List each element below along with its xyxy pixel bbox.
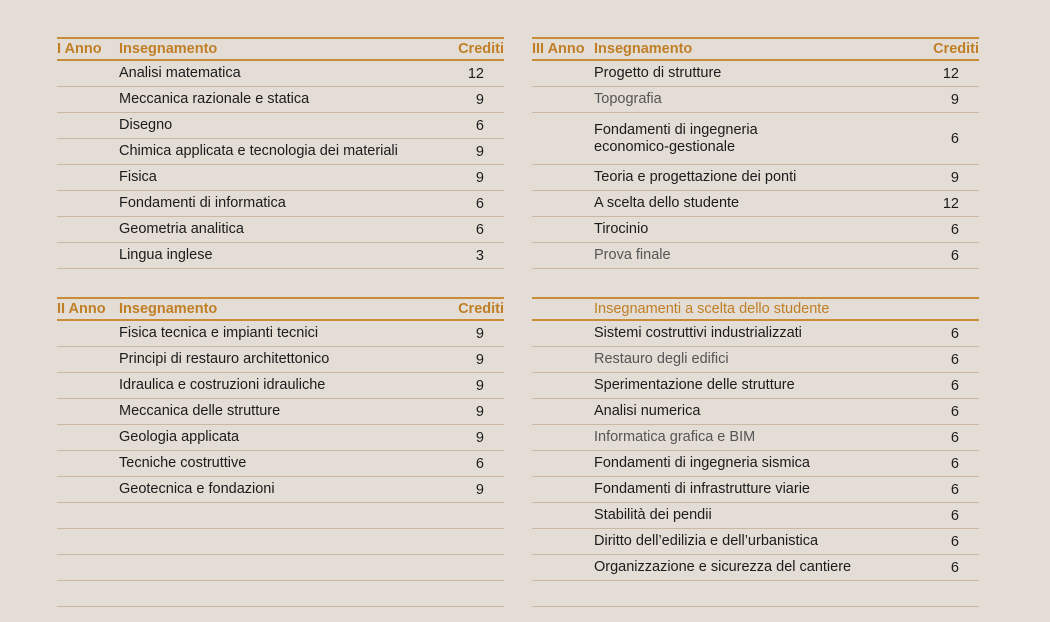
course-name: Fondamenti di ingegneria economico-gestionale [594, 121, 758, 155]
table-row [57, 399, 504, 425]
year3-label: III Anno [532, 41, 585, 57]
course-name: Fisica [119, 169, 157, 185]
table-row [532, 451, 979, 477]
course-name: Diritto dell’edilizia e dell’urbanistica [594, 533, 819, 549]
course-credits: 6 [950, 429, 959, 446]
table-row [532, 243, 979, 269]
course-name: Analisi matematica [119, 65, 241, 81]
course-name: Organizzazione e sicurezza del cantiere [594, 559, 852, 575]
year1-table [57, 37, 504, 269]
table-row [532, 503, 979, 529]
course-credits: 6 [950, 325, 959, 342]
year1-label: I Anno [57, 41, 102, 57]
course-credits: 6 [950, 559, 959, 576]
table-row [57, 87, 504, 113]
table-row [532, 113, 979, 165]
course-credits: 6 [950, 455, 959, 472]
table-row [57, 373, 504, 399]
course-name: Stabilità dei pendii [594, 507, 712, 523]
table-row [57, 113, 504, 139]
empty-row [57, 529, 504, 555]
course-name: Meccanica delle strutture [119, 403, 281, 419]
table-row [532, 555, 979, 581]
course-credits: 6 [475, 117, 484, 134]
empty-row [532, 581, 979, 607]
table-row [57, 165, 504, 191]
course-credits: 6 [950, 221, 959, 238]
course-credits: 12 [942, 65, 959, 82]
table-row [532, 321, 979, 347]
year1-header [57, 37, 504, 61]
table-row [532, 191, 979, 217]
course-credits: 9 [950, 91, 959, 108]
course-credits: 12 [942, 195, 959, 212]
course-credits: 9 [475, 429, 484, 446]
course-credits: 9 [475, 481, 484, 498]
course-credits: 9 [475, 403, 484, 420]
course-name: Geologia applicata [119, 429, 240, 445]
table-row [532, 399, 979, 425]
course-name: Informatica grafica e BIM [594, 429, 756, 445]
course-credits: 6 [950, 247, 959, 264]
course-name: Sperimentazione delle strutture [594, 377, 795, 393]
course-name: Sistemi costruttivi industrializzati [594, 325, 802, 341]
course-credits: 9 [475, 351, 484, 368]
course-name: A scelta dello studente [594, 195, 740, 211]
course-credits: 9 [950, 169, 959, 186]
course-name: Meccanica razionale e statica [119, 91, 310, 107]
table-row [532, 87, 979, 113]
table-row [57, 139, 504, 165]
course-credits: 9 [475, 325, 484, 342]
course-column-header: Insegnamento [119, 300, 218, 317]
table-row [57, 61, 504, 87]
course-name: Principi di restauro architettonico [119, 351, 330, 367]
year2-table [57, 297, 504, 607]
course-credits: 6 [475, 455, 484, 472]
table-row [57, 477, 504, 503]
course-name: Chimica applicata e tecnologia dei materiali [119, 143, 398, 159]
year3-table [532, 37, 979, 269]
empty-row [57, 555, 504, 581]
table-row [532, 217, 979, 243]
course-credits: 12 [467, 65, 484, 82]
electives-title: Insegnamenti a scelta dello studente [594, 300, 830, 317]
course-credits: 6 [950, 533, 959, 550]
course-credits: 6 [950, 377, 959, 394]
course-name: Geometria analitica [119, 221, 244, 237]
year2-label: II Anno [57, 301, 106, 317]
course-name: Tirocinio [594, 221, 649, 237]
course-credits: 6 [950, 351, 959, 368]
table-row [57, 347, 504, 373]
course-name: Topografia [594, 91, 662, 107]
table-row [532, 425, 979, 451]
course-name: Restauro degli edifici [594, 351, 729, 367]
table-row [57, 425, 504, 451]
course-credits: 6 [950, 481, 959, 498]
table-row [57, 321, 504, 347]
course-credits: 9 [475, 143, 484, 160]
empty-row [57, 503, 504, 529]
course-credits: 6 [475, 195, 484, 212]
table-row [57, 451, 504, 477]
course-name: Prova finale [594, 247, 671, 263]
course-credits: 6 [950, 403, 959, 420]
course-name: Geotecnica e fondazioni [119, 481, 275, 497]
course-credits: 9 [475, 377, 484, 394]
course-credits: 6 [950, 130, 959, 147]
course-name: Tecniche costruttive [119, 455, 247, 471]
credits-column-header: Crediti [933, 41, 979, 57]
table-row [532, 529, 979, 555]
course-name: Analisi numerica [594, 403, 701, 419]
table-row [532, 165, 979, 191]
year2-header [57, 297, 504, 321]
course-credits: 3 [475, 247, 484, 264]
electives-table [532, 297, 979, 607]
table-row [532, 373, 979, 399]
course-name: Idraulica e costruzioni idrauliche [119, 377, 326, 393]
course-name: Progetto di strutture [594, 65, 722, 81]
table-row [532, 477, 979, 503]
table-row [57, 217, 504, 243]
course-credits: 6 [950, 507, 959, 524]
course-name: Disegno [119, 117, 173, 133]
course-name: Lingua inglese [119, 247, 213, 263]
course-column-header: Insegnamento [119, 40, 218, 57]
course-credits: 9 [475, 169, 484, 186]
credits-column-header: Crediti [458, 301, 504, 317]
table-row [532, 61, 979, 87]
course-credits: 6 [475, 221, 484, 238]
course-credits: 9 [475, 91, 484, 108]
credits-column-header: Crediti [458, 41, 504, 57]
course-column-header: Insegnamento [594, 40, 693, 57]
table-row [532, 347, 979, 373]
table-row [57, 243, 504, 269]
course-name: Fisica tecnica e impianti tecnici [119, 325, 319, 341]
empty-row [57, 581, 504, 607]
table-row [57, 191, 504, 217]
course-name: Fondamenti di infrastrutture viarie [594, 481, 810, 497]
course-name: Fondamenti di ingegneria sismica [594, 455, 810, 471]
year3-header [532, 37, 979, 61]
course-name: Teoria e progettazione dei ponti [594, 169, 797, 185]
electives-header [532, 297, 979, 321]
course-name: Fondamenti di informatica [119, 195, 286, 211]
